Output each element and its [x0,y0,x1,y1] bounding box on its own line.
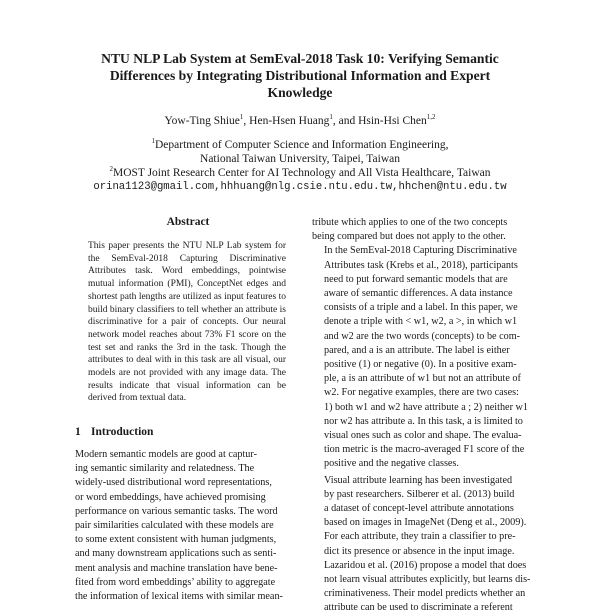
body-line: pared, and a is an attribute. The label is either [324,344,510,356]
body-line: performance on various semantic tasks. The word [75,505,278,517]
body-line: denote a triple with < w1, w2, a >, in which w1 [324,316,518,328]
body-line: positive and the negative classes. [324,458,459,470]
affiliation-1 [40,138,560,152]
body-line: by past researchers. Silberer et al. (2013) build [324,488,515,500]
author-affil-mark: 1,2 [426,113,436,122]
section-title: Introduction [91,426,154,438]
abstract-heading: Abstract [166,216,210,228]
paragraph-task-description [312,244,536,471]
body-line: or word embeddings, have achieved promising [75,491,266,503]
body-line: criminativeness. Their model predicts whether an [324,588,526,600]
body-line: widely-used distributional word representations, [75,477,272,489]
affil-mark: 2 [109,165,113,174]
author-affil-mark: 1 [329,113,333,122]
section-heading-introduction [75,426,295,438]
body-line: fited from word embeddings’ ability to aggregate [75,576,276,588]
affiliation-2 [40,166,560,180]
body-line: based on images in ImageNet (Deng et al., 2009). [324,517,527,529]
body-line: attribute can be used to discriminate a referent [324,602,513,614]
body-line: being compared but does not apply to the other. [312,231,506,243]
body-line: the information of lexical items with similar mean- [75,591,283,603]
author-name: Yow-Ting Shiue [164,115,240,127]
author-name: Hen-Hsen Huang [249,115,330,127]
body-line: not learn visual attributes explicitly, but learns dis- [324,574,531,586]
body-line: ment analysis and machine translation have bene- [75,562,278,574]
body-line: dict its presence or absence in the input image. [324,545,515,557]
body-line: and many downstream applications such as senti- [75,548,277,560]
author-name: Hsin-Hsi Chen [358,115,427,127]
author-list [40,114,560,128]
author-emails: orina1123@gmail.com,hhhuang@nlg.csie.ntu.edu.tw,hhchen@ntu.edu.tw [93,181,507,193]
body-line: and w2 are the two words (concepts) to be com- [324,330,521,342]
body-line: nor w2 has attribute a. In this task, a is limited to [324,415,523,427]
affiliation-1-line-2: National Taiwan University, Taipei, Taiwan [200,153,400,165]
author-separator: , [243,115,250,127]
body-line: 1) both w1 and w2 have attribute a ; 2) neither w1 [324,401,528,413]
section-number: 1 [75,426,81,438]
body-line: In the SemEval-2018 Capturing Discriminative [324,245,517,257]
body-line: need to put forward semantic models that are [324,273,508,285]
body-line: consists of a triple and a label. In this paper, we [324,302,518,314]
body-line: For each attribute, they train a classifier to pre- [324,531,516,543]
affiliation-1-line-1: Department of Computer Science and Information Engineering, [155,139,449,151]
body-line: ple, a is an attribute of w1 but not an attribute of [324,373,521,385]
body-line: Attributes task (Krebs et al., 2018), participants [324,259,518,271]
author-separator: , and [332,115,359,127]
body-line: w2. For negative examples, there are two cases: [324,387,519,399]
title-line-2: Differences by Integrating Distributional Information and Expert [109,68,491,83]
body-line: to some extent consistent with human judgments, [75,534,277,546]
body-line: tribute which applies to one of the two concepts [312,217,508,228]
author-affil-mark: 1 [239,113,244,122]
affil-mark: 1 [151,137,155,146]
abstract-text: This paper presents the NTU NLP Lab system for the SemEval-2018 Capturing Discriminative Attributes task. Word embeddings, pointwise mutual information (PMI), ConceptNet edges and shortest path lengths are utilized as input features to build binary classifiers to tell whether an attribute is discriminative for a pair of concepts. Our neural network model reaches about 73% F1 score on the test set and ranks the 3rd in the task. Though the attributes to deal with in this task are all visual, our models are not provided with any image data. The results indicate that visual information can be derived from textual data. [88,241,286,404]
paper-title [60,50,540,101]
body-line: Lazaridou et al. (2016) propose a model that does [324,559,527,571]
body-line: ing semantic similarity and relatedness. The [75,463,255,475]
body-line: Modern semantic models are good at captur- [75,449,257,460]
paragraph-continuation [312,216,536,244]
right-column-body [312,216,536,616]
body-line: positive (1) or negative (0). In a positive exam- [324,359,517,371]
paragraph-related-work [312,474,536,616]
body-line: a dataset of concept-level attribute annotations [324,503,514,515]
body-line: pair similarities calculated with these models are [75,520,274,532]
body-line: tion metric is the macro-averaged F1 score of the [324,444,525,456]
title-line-1: NTU NLP Lab System at SemEval-2018 Task 10: Verifying Semantic [101,51,499,66]
body-line: aware of semantic differences. A data instance [324,288,513,300]
body-line: visual ones such as color and shape. The evalua- [324,430,522,442]
introduction-body [75,448,297,604]
title-line-3: Knowledge [267,85,333,100]
affiliations [40,138,560,180]
affiliation-2-line-1: MOST Joint Research Center for AI Technology and All Vista Healthcare, Taiwan [112,167,491,179]
body-line: Visual attribute learning has been investigated [324,474,513,486]
